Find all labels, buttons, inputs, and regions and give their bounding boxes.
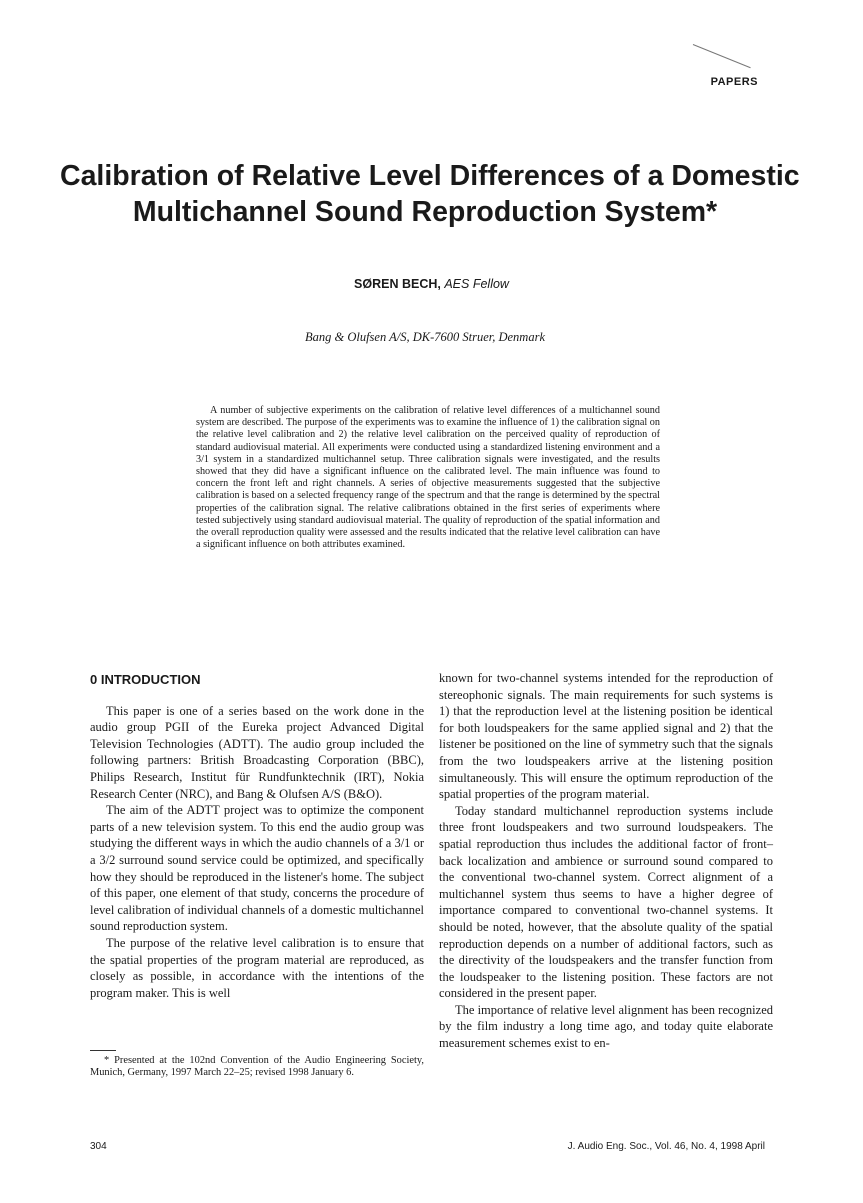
author-role: AES Fellow <box>444 277 509 291</box>
body-paragraph: The purpose of the relative level calibration is to ensure that the spatial properties of the program material are reproduced, as closely as possible, in accordance with the intentions of the program maker. This is well <box>90 935 424 1000</box>
author-line <box>0 277 863 291</box>
body-paragraph: Today standard multichannel reproduction systems include three front loudspeakers and two surround loudspeakers. The spatial reproduction thus includes the additional factor of front–back localization and ambience or surround sound compared to the conventional two-channel system. Correct alignment of a multichannel system thus seems to have a higher degree of importance compared to conventional two-channel systems. It should be noted, however, that the absolute quality of the spatial reproduction depends on a number of additional factors, such as the directivity of the loudspeakers and the transfer function from the loudspeaker to the listening position. These factors are not considered in the present paper. <box>439 803 773 1001</box>
page-number: 304 <box>90 1141 107 1152</box>
section-heading-introduction: 0 INTRODUCTION <box>90 672 201 687</box>
corner-decoration-line <box>693 44 751 68</box>
section-tag: PAPERS <box>710 76 758 88</box>
body-paragraph: The aim of the ADTT project was to optimize the component parts of a new television system. To this end the audio group was studying the different ways in which the audio channels of a 3/1 or a 3/2 surround sound service could be optimized, and specifically how they should be reproduced in the listener's home. The subject of this paper, one element of that study, concerns the procedure of level calibration of individual channels of a domestic multichannel sound reproduction system. <box>90 803 424 934</box>
title-line-1: Calibration of Relative Level Differences of a Domestic <box>60 160 800 192</box>
left-column <box>90 672 424 1001</box>
body-paragraph: The importance of relative level alignment has been recognized by the film industry a long time ago, and today quite elaborate measurement schemes exist to en- <box>439 1002 773 1051</box>
right-column <box>439 670 773 1052</box>
abstract: A number of subjective experiments on the calibration of relative level differences of a multichannel sound system are described. The purpose of the experiments was to examine the influence of 1) the calibration signal on the relative level calibration and 2) the relative level calibration on the perceived quality of reproduction of standard audiovisual material. All experiments were conducted using a standardized listening environment and a 3/1 system in a standardized multichannel setup. Three calibration signals were investigated, and the results showed that they did have a significant influence on the calibrated level. The main influence was found to concern the front left and right channels. A series of objective measurements suggested that the subjective calibration is based on a selected frequency range of the spectrum and that the range is determined by the spectral properties of the calibration signal. The relative calibrations obtained in the first series of experiments where tested subjectively using standard audiovisual material. The quality of reproduction of the spatial information and the overall reproduction quality were assessed and the results indicated that the relative level calibration can have a significant influence on both attributes examined. <box>196 405 660 551</box>
title-line-2: Multichannel Sound Reproduction System* <box>132 196 718 228</box>
paper-title <box>60 158 800 230</box>
footnote-rule <box>90 1050 116 1051</box>
body-paragraph: This paper is one of a series based on the work done in the audio group PGII of the Eureka project Advanced Digital Television Technologies (ADTT). The audio group included the following partners: British Broadcasting Corporation (BBC), Philips Research, Institut für Rundfunktechnik (IRT), Nokia Research Center (NRC), and Bang & Olufsen A/S (B&O). <box>90 703 424 801</box>
journal-citation: J. Audio Eng. Soc., Vol. 46, No. 4, 1998 April <box>567 1141 765 1152</box>
body-paragraph: known for two-channel systems intended for the reproduction of stereophonic signals. The main requirements for such systems is 1) that the reproduction level at the listening position be identical for both loudspeakers for the same applied signal and 2) that the listener be positioned on the line of symmetry such that the signals from the two loudspeakers arrive at the listening position simultaneously. This will ensure the optimum reproduction of the spatial properties of the program material. <box>439 671 773 802</box>
footnote: * Presented at the 102nd Convention of the Audio Engineering Society, Munich, Germany, 1997 March 22–25; revised 1998 January 6. <box>90 1055 424 1079</box>
author-name: SØREN BECH, <box>354 277 441 291</box>
author-affiliation: Bang & Olufsen A/S, DK-7600 Struer, Denmark <box>304 330 546 344</box>
